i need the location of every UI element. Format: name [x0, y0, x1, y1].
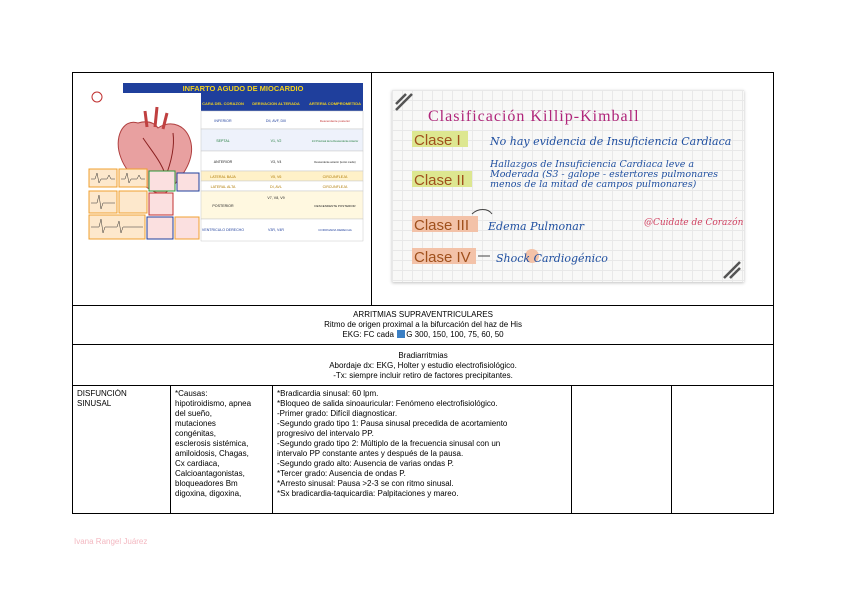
detalle-line: -Segundo grado tipo 2: Múltiplo de la frecuencia sinusal con un: [277, 439, 501, 448]
killip-clase-i-text: No hay evidencia de Insuficiencia Cardiaca: [490, 135, 732, 148]
arritmias-line2-suffix: G 300, 150, 100, 75, 60, 50: [406, 330, 504, 339]
detalle-line: -Segundo grado tipo 1: Pausa sinusal precedida de acortamiento: [277, 419, 508, 428]
arritmias-line2: [75, 330, 771, 340]
disfuncion-causas-cell: [171, 386, 273, 514]
bradiarritmias-header-cell: [73, 345, 774, 386]
causas-line: esclerosis sistémica,: [175, 439, 249, 448]
infarto-row-derivacion: V7, V8, V9: [267, 196, 285, 200]
infarto-row-derivacion: DI, AVL: [270, 185, 282, 189]
infarto-row-arteria: CORONARIA DERECHA: [318, 228, 352, 232]
infarto-row-arteria: Descendente anterior (tercio medio): [314, 161, 356, 164]
detalle-line: *Sx bradicardia-taquicardia: Palpitaciones y mareo.: [277, 489, 459, 498]
infarto-row-cara: LATERAL BAJA: [210, 175, 236, 179]
causas-line: Cx cardiaca,: [175, 459, 220, 468]
causas-line: congénitas,: [175, 429, 216, 438]
infarto-row-arteria: Descendente posterior: [319, 119, 351, 123]
causas-line: mutaciones: [175, 419, 216, 428]
infarto-row-arteria: DESCENDENTE POSTERIOR: [314, 204, 356, 208]
causas-line: del sueño,: [175, 409, 212, 418]
footer-author: Ivana Rangel Juárez: [74, 537, 148, 546]
arritmias-title: ARRITMIAS SUPRAVENTRICULARES: [353, 310, 493, 319]
infarto-header-arteria: ARTERIA COMPROMETIDA: [308, 101, 362, 106]
killip-clase-iii-label: Clase III: [414, 217, 470, 234]
killip-image-cell: [372, 73, 774, 306]
arritmias-line1: Ritmo de origen proximal a la bifurcación del haz de His: [324, 320, 522, 329]
detalle-line: -Primer grado: Difícil diagnosticar.: [277, 409, 398, 418]
killip-clase-iii-text: Edema Pulmonar: [488, 220, 585, 233]
bradiarritmias-line1: Abordaje dx: EKG, Holter y estudio electrofisiológico.: [329, 361, 517, 370]
killip-clase-iv-text: Shock Cardiogénico: [496, 252, 608, 265]
infarto-row-cara: VENTRICULO DERECHO: [201, 228, 245, 232]
killip-clase-ii-text: Hallazgos de Insuficiencia Cardiaca leve a Moderada (S3 - galope - estertores pulmonares menos de la mitad de campos pulmonares): [490, 160, 718, 190]
causas-line: *Causas:: [175, 389, 208, 398]
bradiarritmias-line2: -Tx: siempre incluir retiro de factores precipitantes.: [333, 371, 513, 380]
infarto-table-image: [83, 83, 367, 243]
infarto-row-derivacion: V3, V4: [270, 160, 282, 164]
infarto-row-derivacion: V3R, V4R: [268, 228, 284, 232]
detalle-line: *Tercer grado: Ausencia de ondas P.: [277, 469, 406, 478]
infarto-image-cell: [73, 73, 372, 306]
killip-title: Clasificación Killip-Kimball: [428, 108, 640, 125]
causas-line: digoxina, digoxina,: [175, 489, 242, 498]
detalle-line: *Arresto sinusal: Pausa >2-3 se con ritmo sinusal.: [277, 479, 454, 488]
detalle-line: -Segundo grado alto: Ausencia de varias ondas P.: [277, 459, 454, 468]
infarto-row-arteria: CIRCUNFLEJA: [322, 185, 348, 189]
infarto-header-derivacion: DERIVACION ALTERADA: [252, 101, 300, 106]
infarto-row-cara: INFERIOR: [214, 119, 232, 123]
disfuncion-name-line2: SINUSAL: [77, 399, 112, 408]
arritmias-header-cell: [73, 306, 774, 345]
killip-card: [392, 90, 744, 282]
infarto-row-arteria: CIRCUNFLEJA: [322, 175, 348, 179]
causas-line: bloqueadores Bm: [175, 479, 238, 488]
disfuncion-detalles-cell: [273, 386, 572, 514]
detalle-line: intervalo PP constante antes y después de la pausa.: [277, 449, 464, 458]
detalle-line: *Bloqueo de salida sinoauricular: Fenómeno electrofisiológico.: [277, 399, 498, 408]
bradiarritmias-title: Bradiarritmias: [398, 351, 448, 360]
detalle-line: *Bradicardia sinusal: 60 lpm.: [277, 389, 379, 398]
empty-cell-1: [572, 386, 672, 514]
infarto-row-cara: LATERAL ALTA: [210, 185, 236, 189]
disfuncion-name-cell: [73, 386, 171, 514]
detalle-line: progresivo del intervalo PP.: [277, 429, 374, 438]
infarto-row-arteria: 1/3 Proximal de la Descendente Anterior: [311, 140, 359, 143]
infarto-row-cara: POSTERIOR: [212, 204, 234, 208]
disfuncion-name-line1: DISFUNCIÓN: [77, 389, 127, 398]
causas-line: Calcioantagonistas,: [175, 469, 245, 478]
infarto-row-derivacion: DII, AVF, DIII: [265, 119, 287, 123]
causas-line: hipotiroidismo, apnea: [175, 399, 252, 408]
killip-clase-iv-label: Clase IV: [414, 249, 471, 266]
infarto-row-derivacion: V1, V2: [270, 139, 282, 143]
empty-cell-2: [672, 386, 774, 514]
infarto-row-cara: SEPTAL: [216, 139, 230, 143]
arritmias-line2-prefix: EKG: FC cada: [342, 330, 394, 339]
causas-line: amiloidosis, Chagas,: [175, 449, 249, 458]
killip-clase-ii-label: Clase II: [414, 172, 465, 189]
infarto-title: INFARTO AGUDO DE MIOCARDIO: [182, 84, 304, 93]
killip-clase-i-label: Clase I: [414, 132, 461, 149]
killip-signature: @Cuidate de Corazón: [644, 218, 744, 228]
infarto-row-derivacion: V5, V6: [270, 175, 282, 179]
infarto-row-cara: ANTERIOR: [213, 160, 233, 164]
blue-square-icon: [397, 330, 405, 338]
notes-table: [72, 72, 774, 514]
infarto-header-cara: CARA DEL CORAZON: [202, 101, 244, 106]
